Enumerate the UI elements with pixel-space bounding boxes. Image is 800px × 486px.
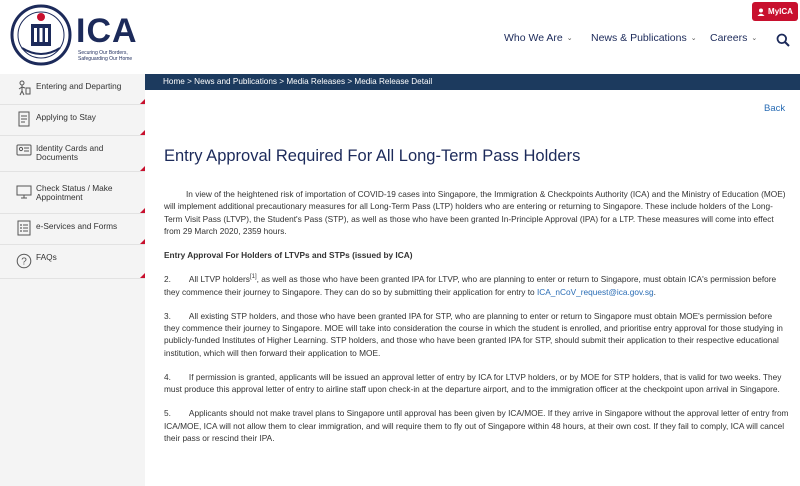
paragraph-5 xyxy=(164,407,790,444)
article-body xyxy=(164,188,790,456)
paragraph-3 xyxy=(164,310,790,360)
breadcrumb[interactable]: Home > News and Publications > Media Releases > Media Release Detail xyxy=(145,74,800,90)
chevron-down-icon: ⌄ xyxy=(751,35,758,42)
logo-text: ICA xyxy=(76,12,138,50)
sidebar-item-label: Applying to Stay xyxy=(36,112,96,122)
site-header xyxy=(0,0,800,74)
question-icon xyxy=(16,253,32,269)
corner-marker xyxy=(140,208,145,213)
paragraph-number: 5. xyxy=(164,408,171,419)
ica-logo[interactable] xyxy=(10,4,140,68)
myica-button[interactable] xyxy=(752,2,798,21)
p2-text-a: All LTVP holders xyxy=(188,274,250,285)
paragraph-number: 2. xyxy=(164,274,171,285)
document-icon xyxy=(16,111,32,127)
p3-text: All existing STP holders, and those who have been granted IPA for STP, who are planning to enter or return to Singapore must obtain MOE's permission before they commence their journey to Singapore. MOE will take into consideration the course in which the student is enrolled, and prioritise entry approval for those studying in publicly-funded Institutes of Higher Learning. STP holders, and those who have been granted IPA for STP, should submit their application to their respective educational institution, which will then forward their application to MOE. xyxy=(164,310,783,358)
traveller-icon xyxy=(16,80,32,96)
monitor-icon xyxy=(16,184,32,200)
myica-label: MyICA xyxy=(768,7,793,16)
corner-marker xyxy=(140,99,145,104)
nav-label: News & Publications xyxy=(591,32,687,44)
nav-careers[interactable] xyxy=(710,32,770,44)
sidebar-item-label: FAQs xyxy=(36,252,57,262)
sidebar-item-label: Entering and Departing xyxy=(36,81,122,91)
intro-text: In view of the heightened risk of importation of COVID-19 cases into Singapore, the Immigration & Checkpoints Authority (ICA) and the Ministry of Education (MOE) will implement additional precautionary measures for all Long-Term Pass (LTP) holders who are entering or returning to Singapore. These include holders of the Long-Term Visit Pass (LTVP), the Student's Pass (STP), as well as those who have been granted In-Principle Approval (IPA) for a LTP. These measures will come into effect from 29 March 2020, 2359 hours. xyxy=(164,189,786,237)
sidebar-item-identity-cards[interactable] xyxy=(0,136,145,172)
nav-label: Careers xyxy=(710,32,748,44)
nav-who-we-are[interactable] xyxy=(504,32,584,44)
sidebar-item-faqs[interactable] xyxy=(0,245,145,279)
sidebar-item-eservices[interactable] xyxy=(0,214,145,245)
email-link[interactable]: ICA_nCoV_request@ica.gov.sg xyxy=(536,286,654,297)
chevron-down-icon: ⌄ xyxy=(690,35,697,42)
p5-text: Applicants should not make travel plans to Singapore until approval has been given by ICA/MOE. If they arrive in Singapore without the approval letter of entry from ICA/MOE, ICA will not allow them to clear immigration, and will require them to fly out of Singapore within 48 hours, at their own cost. If they fail to comply, ICA will cancel their pass or rescind their IPA. xyxy=(164,408,789,444)
p4-text: If permission is granted, applicants will be issued an approval letter of entry by ICA for LTVP holders, or by MOE for STP holders, that is valid for two weeks. They must produce this approval letter of entry to airline staff upon check-in at the departure airport, and to the immigration officer at the checkpoint upon arrival in Singapore. xyxy=(164,371,782,395)
paragraph-2 xyxy=(164,273,790,298)
ica-seal-icon xyxy=(10,4,72,66)
section-heading: Entry Approval For Holders of LTVPs and STPs (issued by ICA) xyxy=(164,250,413,261)
sidebar-item-label: Identity Cards and Documents xyxy=(36,143,104,162)
p2-text-b: , as well as those who have been granted IPA for LTVP, who are planning to enter or return to Singapore, must obtain ICA's permission before they commence their journey to Singapore. They can do so by submitting their application for entry to xyxy=(164,274,777,297)
corner-marker xyxy=(140,130,145,135)
p2-text-c: . xyxy=(653,286,656,297)
corner-marker xyxy=(140,273,145,278)
back-link[interactable]: Back xyxy=(764,103,786,114)
paragraph-number: 4. xyxy=(164,371,171,382)
sidebar-item-check-status[interactable] xyxy=(0,172,145,214)
paragraph-intro xyxy=(164,188,790,238)
logo-tagline: Securing Our Borders, Safeguarding Our Home xyxy=(78,50,133,62)
nav-label: Who We Are xyxy=(504,32,563,44)
chevron-down-icon: ⌄ xyxy=(566,35,573,42)
paragraph-number: 3. xyxy=(164,310,171,321)
corner-marker xyxy=(140,166,145,171)
sidebar-item-applying-to-stay[interactable] xyxy=(0,105,145,136)
form-list-icon xyxy=(16,220,32,236)
sidebar-item-label: e-Services and Forms xyxy=(36,221,118,231)
sidebar-item-label: Check Status / Make Appointment xyxy=(36,183,113,202)
page-title: Entry Approval Required For All Long-Term Pass Holders xyxy=(164,147,581,165)
svg-text:?: ? xyxy=(21,256,27,268)
sidebar xyxy=(0,74,145,486)
search-icon[interactable] xyxy=(776,33,790,47)
nav-news-publications[interactable] xyxy=(591,32,701,44)
paragraph-4 xyxy=(164,371,790,396)
corner-marker xyxy=(140,239,145,244)
id-card-icon xyxy=(16,142,32,158)
footnote-ref[interactable]: [1] xyxy=(249,274,257,281)
user-icon xyxy=(757,8,765,16)
sidebar-item-entering-departing[interactable] xyxy=(0,74,145,105)
